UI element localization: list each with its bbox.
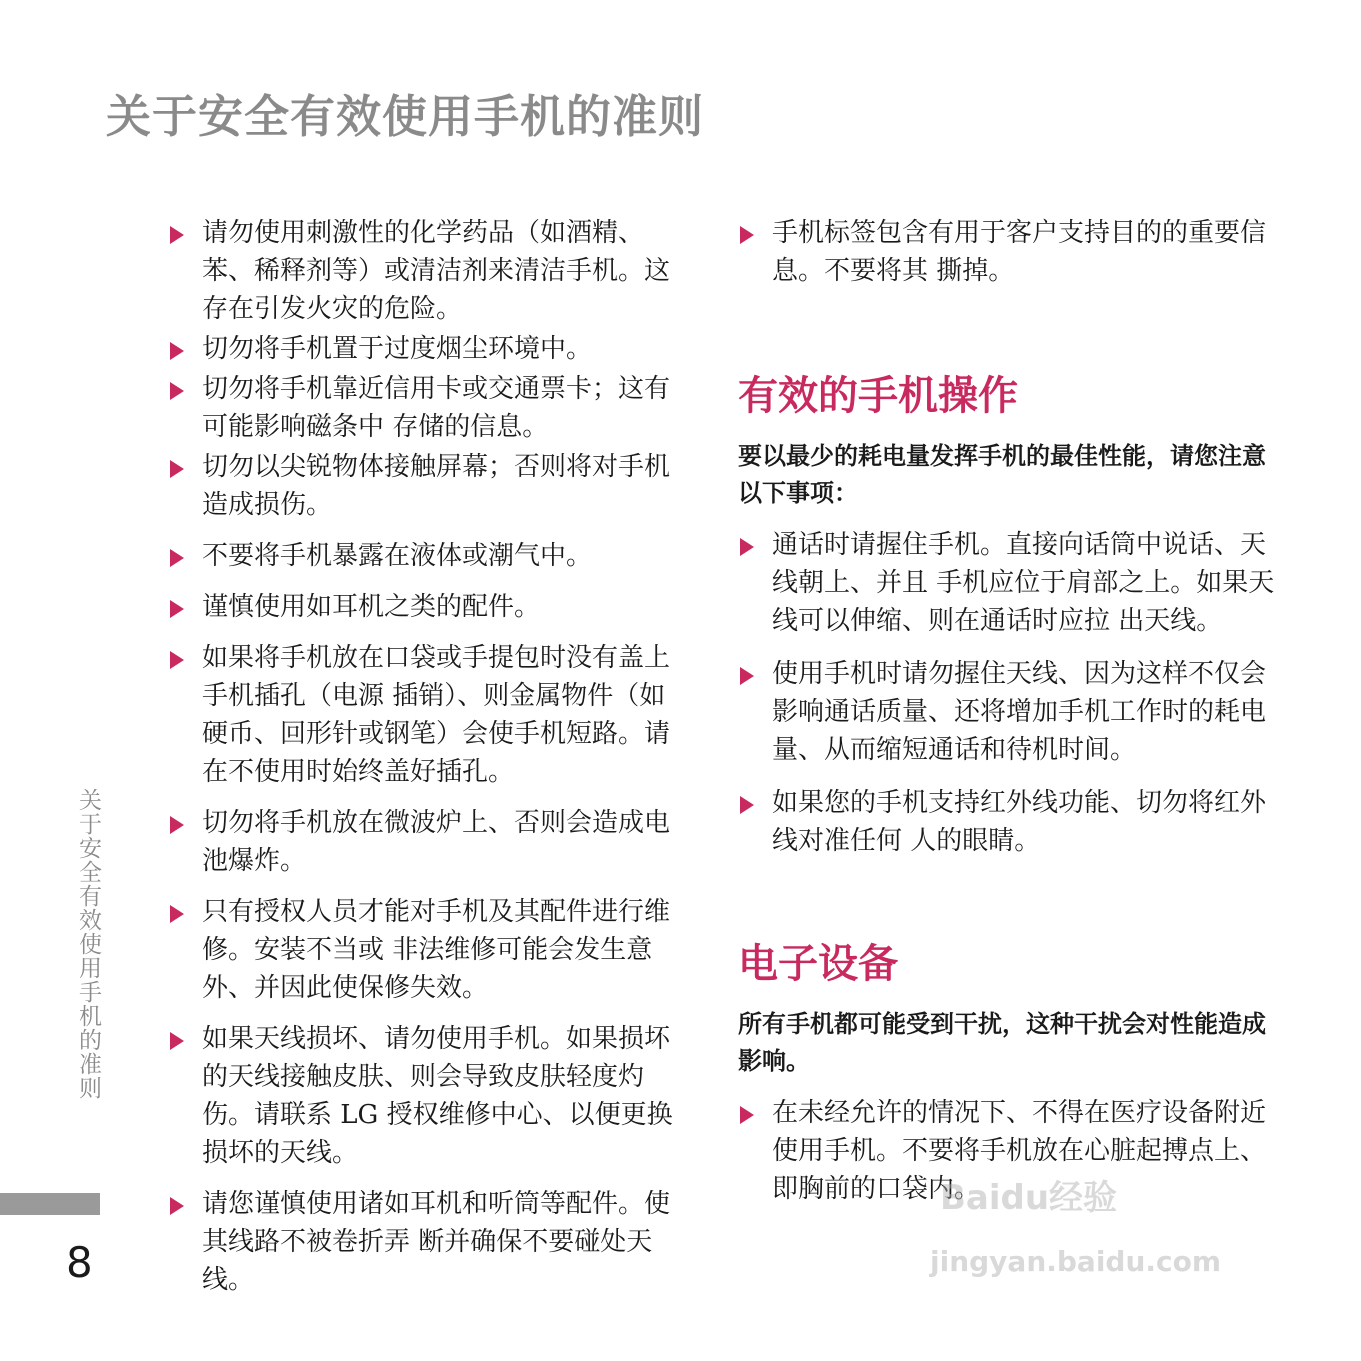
right-top-bullet-list: [738, 214, 1278, 290]
bullet-triangle-icon: [170, 382, 184, 400]
section-title-electronic: 电子设备: [738, 941, 898, 987]
bullet-triangle-icon: [170, 1197, 184, 1215]
list-item-text: 通话时请握住手机。直接向话筒中说话、天线朝上、并且 手机应位于肩部之上。如果天线可以伸缩、则在通话时应拉 出天线。: [772, 530, 1275, 636]
list-item: [738, 526, 1278, 640]
list-item-text: 不要将手机暴露在液体或潮气中。: [202, 541, 593, 571]
list-item: [738, 214, 1278, 290]
list-item-text: 如果天线损坏、请勿使用手机。如果损坏的天线接触皮肤、则会导致皮肤轻度灼伤。请联系 LG 授权维修中心、以便更换损坏的天线。: [202, 1024, 673, 1168]
list-item-text: 谨慎使用如耳机之类的配件。: [202, 592, 541, 622]
list-item-text: 请勿使用刺激性的化学药品（如酒精、苯、稀释剂等）或清洁剂来清洁手机。这存在引发火灾的危险。: [202, 218, 671, 324]
list-item-text: 只有授权人员才能对手机及其配件进行维修。安装不当或 非法维修可能会发生意外、并因此使保修失效。: [202, 897, 671, 1003]
left-bullet-list: [168, 214, 688, 1299]
list-item-text: 切勿以尖锐物体接触屏幕；否则将对手机造成损伤。: [202, 452, 671, 520]
operation-bullet-list: [738, 526, 1278, 860]
watermark-sub: jingyan.baidu.com: [930, 1245, 1222, 1278]
bullet-triangle-icon: [170, 549, 184, 567]
section-intro-operation: 要以最少的耗电量发挥手机的最佳性能，请您注意以下事项：: [738, 442, 1266, 507]
bullet-triangle-icon: [740, 538, 754, 556]
section-title-operation: 有效的手机操作: [738, 373, 1018, 419]
list-item: [168, 639, 688, 791]
list-item: [168, 330, 688, 368]
section-intro-electronic: 所有手机都可能受到干扰，这种干扰会对性能造成影响。: [738, 1010, 1266, 1075]
bullet-triangle-icon: [170, 460, 184, 478]
bullet-triangle-icon: [170, 342, 184, 360]
bullet-triangle-icon: [170, 600, 184, 618]
list-item: [738, 655, 1278, 769]
list-item-text: 使用手机时请勿握住天线、因为这样不仅会影响通话质量、还将增加手机工作时的耗电量、从而缩短通话和待机时间。: [772, 659, 1267, 765]
list-item-text: 请您谨慎使用诸如耳机和听筒等配件。使其线路不被卷折弄 断并确保不要碰处天线。: [202, 1189, 671, 1295]
left-column: [168, 214, 688, 1299]
watermark-main: Baidu经验: [940, 1178, 1118, 1218]
side-chapter-label: 关于安全有效使用手机的准则: [75, 788, 101, 1100]
list-item: [168, 804, 688, 880]
bullet-triangle-icon: [170, 1032, 184, 1050]
bullet-triangle-icon: [170, 816, 184, 834]
page-number: 8: [66, 1238, 93, 1287]
bullet-triangle-icon: [740, 667, 754, 685]
page-title: 关于安全有效使用手机的准则: [106, 90, 705, 143]
bullet-triangle-icon: [170, 651, 184, 669]
list-item-text: 切勿将手机靠近信用卡或交通票卡；这有可能影响磁条中 存储的信息。: [202, 374, 671, 442]
watermark: [930, 1178, 1222, 1282]
bullet-triangle-icon: [170, 905, 184, 923]
list-item: [738, 784, 1278, 860]
list-item: [168, 370, 688, 446]
side-chapter-bar: [0, 1193, 100, 1215]
list-item-text: 切勿将手机置于过度烟尘环境中。: [202, 334, 593, 364]
list-item-text: 切勿将手机放在微波炉上、否则会造成电池爆炸。: [202, 808, 671, 876]
bullet-triangle-icon: [740, 796, 754, 814]
list-item: [168, 588, 688, 626]
list-item: [168, 1185, 688, 1299]
list-item-text: 如果将手机放在口袋或手提包时没有盖上手机插孔（电源 插销）、则金属物件（如硬币、回形针或钢笔）会使手机短路。请在不使用时始终盖好插孔。: [202, 643, 671, 787]
list-item: [168, 537, 688, 575]
list-item: [168, 893, 688, 1007]
right-column: [738, 214, 1278, 1208]
list-item-text: 手机标签包含有用于客户支持目的的重要信息。不要将其 撕掉。: [772, 218, 1267, 286]
bullet-triangle-icon: [170, 226, 184, 244]
bullet-triangle-icon: [740, 1106, 754, 1124]
bullet-triangle-icon: [740, 226, 754, 244]
list-item-text: 如果您的手机支持红外线功能、切勿将红外线对准任何 人的眼睛。: [772, 788, 1267, 856]
list-item-text: 在未经允许的情况下、不得在医疗设备附近使用手机。不要将手机放在心脏起搏点上、即胸前的口袋内。: [772, 1098, 1267, 1204]
list-item: [168, 1020, 688, 1172]
list-item: [168, 448, 688, 524]
list-item: [168, 214, 688, 328]
